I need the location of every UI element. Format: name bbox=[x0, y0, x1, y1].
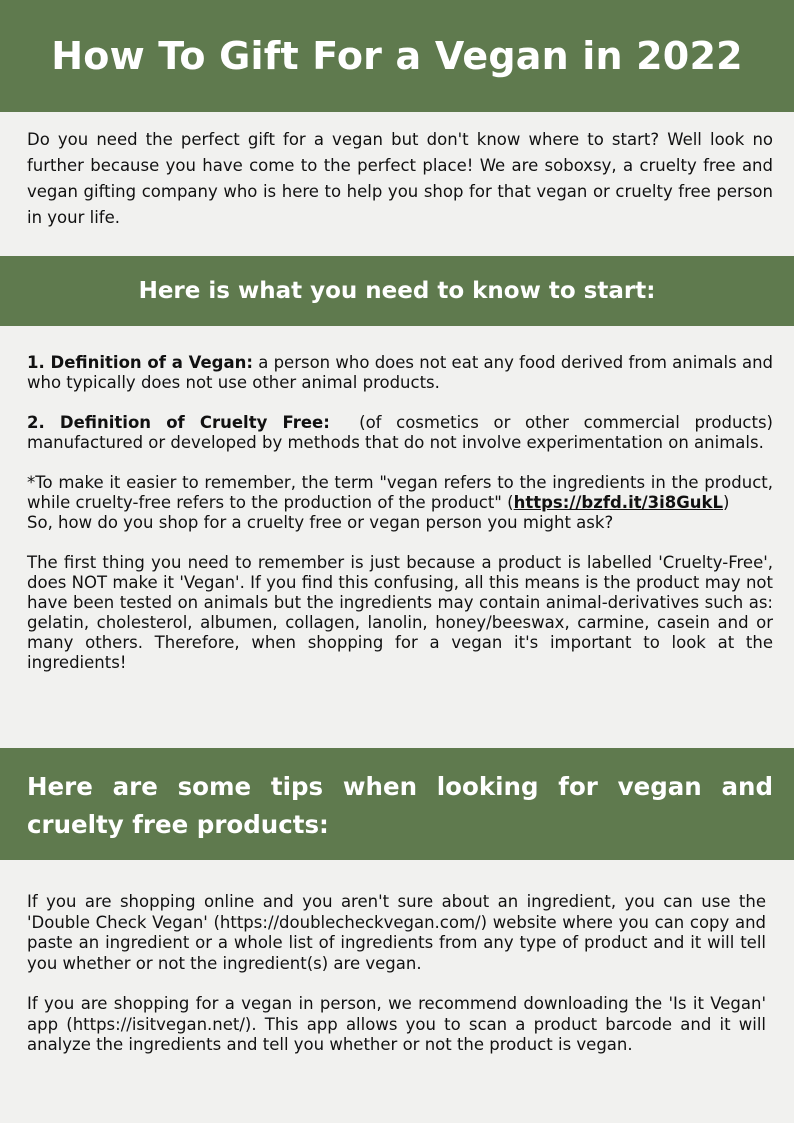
source-link[interactable]: https://bzfd.it/3i8GukL bbox=[513, 493, 724, 512]
definition-cruelty-free-text: (of cosmetics or other commercial products) manufactured or developed by methods that do not involve experimentation on animals. bbox=[27, 413, 779, 452]
section-tips bbox=[27, 892, 766, 1076]
shopping-question: So, how do you shop for a cruelty free or vegan person you might ask? bbox=[27, 513, 614, 532]
section-heading-tips: Here are some tips when looking for vegan and cruelty free products: bbox=[27, 772, 773, 839]
section-banner-tips bbox=[0, 748, 794, 860]
tip-in-person-shopping: If you are shopping for a vegan in person, we recommend downloading the 'Is it Vegan' app (https://isitvegan.net/). This app allows you to scan a product barcode and it will analyze the ingredients and tell you whether or not the product is vegan. bbox=[27, 994, 766, 1054]
definition-vegan-term: 1. Definition of a Vegan: bbox=[27, 353, 253, 372]
definition-cruelty-free bbox=[27, 413, 779, 453]
section-banner-start bbox=[0, 256, 794, 326]
title-banner bbox=[0, 0, 794, 112]
tip-online-shopping: If you are shopping online and you aren't sure about an ingredient, you can use the 'Double Check Vegan' (https://doublecheckvegan.com/) website where you can copy and paste an ingredient or a whole list of ingredients from any type of product and it will tell you whether or not the ingredient(s) are vegan. bbox=[27, 892, 766, 973]
labelling-explanation: The first thing you need to remember is just because a product is labelled 'Cruelty-Free', does NOT make it 'Vegan'. If you find this confusing, all this means is the product may not have been tested on animals but the ingredients may contain animal-derivatives such as: gelatin, cholesterol, albumen, collagen, lanolin, honey/beeswax, carmine, casein and or many others. Therefore, when shopping for a vegan it's important to look at the ingredients! bbox=[27, 553, 773, 672]
section-heading-start: Here is what you need to know to start: bbox=[138, 278, 656, 304]
remember-note-text: *To make it easier to remember, the term "vegan refers to the ingredients in the product, while cruelty-free refers to the production of the product" ( bbox=[27, 473, 773, 512]
intro-paragraph: Do you need the perfect gift for a vegan but don't know where to start? Well look no further because you have come to the perfect place! We are soboxsy, a cruelty free and vegan gifting company who is here to help you shop for that vegan or cruelty free person in your life. bbox=[27, 130, 773, 227]
remember-note-close: ) bbox=[723, 493, 730, 512]
definition-vegan-text: a person who does not eat any food derived from animals and who typically does not use other animal products. bbox=[27, 353, 773, 392]
page-title: How To Gift For a Vegan in 2022 bbox=[51, 34, 743, 78]
remember-note bbox=[27, 473, 773, 513]
definition-vegan bbox=[27, 353, 773, 393]
section-know-to-start bbox=[27, 353, 779, 693]
definition-cruelty-free-term: 2. Definition of Cruelty Free: bbox=[27, 413, 330, 432]
